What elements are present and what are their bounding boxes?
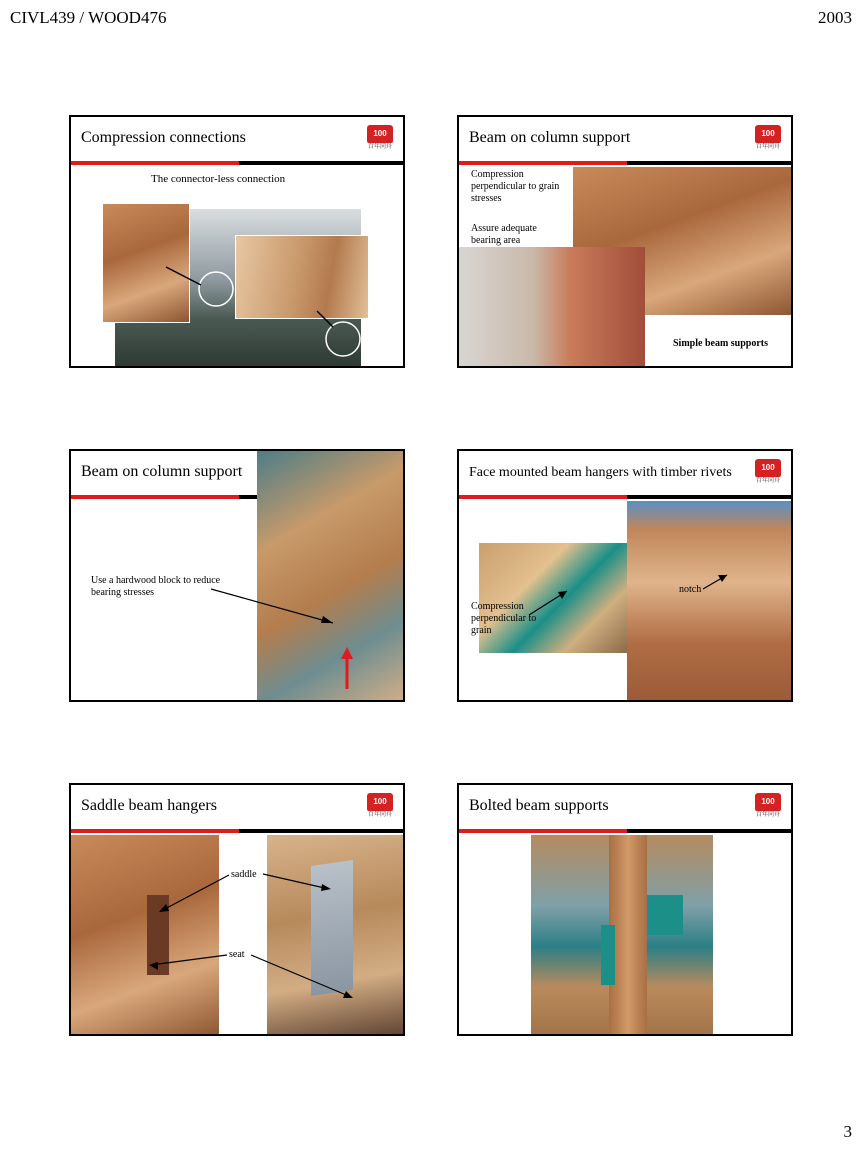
slide-title: Beam on column support — [81, 463, 243, 480]
title-divider — [459, 161, 791, 165]
note-hardwood-block: Use a hardwood block to reduce bearing stresses — [91, 575, 221, 598]
slide-compression-connections — [69, 115, 405, 368]
page-number: 3 — [843, 1122, 852, 1141]
note-compression: Compression perpendicular to grain stresses — [471, 169, 560, 204]
slide-title: Beam on column support — [469, 129, 631, 146]
label-seat: seat — [229, 949, 245, 960]
caption-simple-supports: Simple beam supports — [673, 338, 769, 349]
note-bearing-area: Assure adequate bearing area — [471, 223, 537, 246]
bolt-plate — [601, 925, 615, 985]
slide-title: Bolted beam supports — [469, 797, 609, 814]
slide-saddle-hangers — [69, 783, 405, 1036]
beam-photo-bottom — [459, 247, 645, 368]
arrow-overlay — [459, 451, 793, 702]
arrow-overlay — [71, 785, 405, 1036]
arrow-overlay — [71, 451, 405, 702]
slide-title: Face mounted beam hangers with timber rivets — [469, 465, 732, 480]
label-saddle: saddle — [231, 869, 257, 880]
slide-beam-on-column-2 — [69, 449, 405, 702]
logo-caption: 百年同舟 — [367, 812, 392, 818]
slide-title: Compression connections — [81, 129, 246, 146]
slide-beam-on-column-1 — [457, 115, 793, 368]
logo-mark: 100 — [755, 125, 781, 143]
logo-caption: 百年同舟 — [755, 144, 780, 150]
header-year: 2003 — [818, 8, 852, 27]
steel-bracket — [647, 895, 683, 935]
university-logo — [755, 793, 781, 821]
callout-overlay — [71, 117, 405, 368]
logo-mark: 100 — [367, 125, 393, 143]
logo-mark: 100 — [755, 793, 781, 811]
label-notch: notch — [679, 584, 702, 595]
title-divider — [459, 829, 791, 833]
logo-mark: 100 — [755, 459, 781, 477]
university-logo — [755, 125, 781, 153]
slide-bolted-supports — [457, 783, 793, 1036]
slide-face-mounted-hangers — [457, 449, 793, 702]
logo-caption: 百年同舟 — [367, 144, 392, 150]
logo-mark: 100 — [367, 793, 393, 811]
header-course: CIVL439 / WOOD476 — [10, 8, 167, 27]
logo-caption: 百年同舟 — [755, 478, 780, 484]
slide-title: Saddle beam hangers — [81, 797, 217, 814]
note-compression: Compression perpendicular to grain — [471, 601, 537, 636]
logo-caption: 百年同舟 — [755, 812, 780, 818]
slide-caption: The connector-less connection — [151, 173, 286, 185]
